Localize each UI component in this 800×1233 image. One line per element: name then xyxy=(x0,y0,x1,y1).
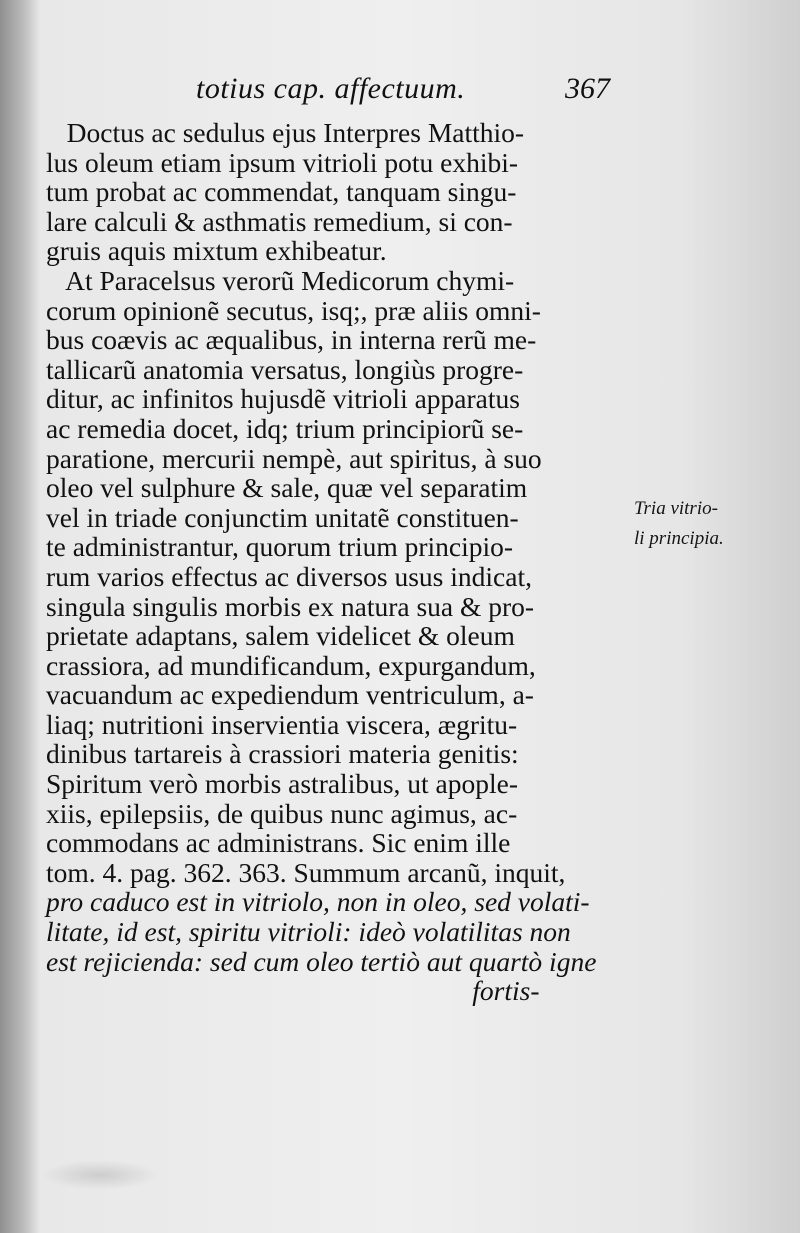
text-line: gruis aquis mixtum exhibeatur. xyxy=(46,235,387,267)
marginal-note xyxy=(634,494,794,554)
text-line: bus coævis ac æqualibus, in interna rerũ me- xyxy=(46,324,537,356)
text-line: liaq; nutritioni inservientia viscera, ægritu- xyxy=(46,708,518,740)
marginal-note-line: li principia. xyxy=(634,528,724,549)
text-line: lare calculi & asthmatis remedium, si con- xyxy=(46,205,513,237)
text-line: tom. 4. pag. 362. 363. Summum arcanũ, inquit, xyxy=(46,856,566,888)
text-line: Doctus ac sedulus ejus Interpres Matthio- xyxy=(46,117,525,148)
text-line: prietate adaptans, salem videlicet & oleum xyxy=(46,620,515,652)
text-line: litate, id est, spiritu vitrioli: ideò volatilitas non xyxy=(46,916,571,948)
text-line: singula singulis morbis ex natura sua & pro- xyxy=(46,590,535,622)
text-line: rum varios effectus ac diversos usus indicat, xyxy=(46,560,532,592)
running-head: totius cap. affectuum. xyxy=(196,72,466,105)
text-line: commodans ac administrans. Sic enim ille xyxy=(46,827,511,859)
text-line: crassiora, ad mundificandum, expurgandum, xyxy=(46,649,536,681)
text-line: ditur, ac infinitos hujusdẽ vitrioli apparatus xyxy=(46,383,520,415)
text-line: oleo vel sulphure & sale, quæ vel separatim xyxy=(46,472,528,504)
text-line: ac remedia docet, idq; trium principiorũ se- xyxy=(46,412,524,444)
text-line: dinibus tartareis à crassiori materia genitis: xyxy=(46,738,519,770)
text-line: paratione, mercurii nempè, aut spiritus, à suo xyxy=(46,442,542,474)
text-line: fortis- xyxy=(46,975,540,1007)
text-line: corum opinionẽ secutus, isq;, præ aliis omni- xyxy=(46,294,541,326)
text-line: At Paracelsus verorũ Medicorum chymi- xyxy=(46,264,515,296)
page-number: 367 xyxy=(565,72,610,105)
text-line: est rejicienda: sed cum oleo tertiò aut quartò igne xyxy=(46,945,597,977)
page-gutter-shadow xyxy=(0,0,40,1233)
text-line: Spiritum verò morbis astralibus, ut apople- xyxy=(46,768,519,800)
text-line: pro caduco est in vitriolo, non in oleo, sed volati- xyxy=(46,886,590,918)
text-line: vacuandum ac expediendum ventriculum, a- xyxy=(46,679,534,711)
text-line: te administrantur, quorum trium principio- xyxy=(46,531,514,563)
text-line: tum probat ac commendat, tanquam singu- xyxy=(46,176,517,208)
marginal-note-line: Tria vitrio- xyxy=(634,498,718,519)
body-text xyxy=(46,118,626,1006)
text-line: vel in triade conjunctim unitatẽ constituen- xyxy=(46,501,519,533)
text-line: xiis, epilepsiis, de quibus nunc agimus, ac- xyxy=(46,797,518,829)
text-line: lus oleum etiam ipsum vitrioli potu exhibi- xyxy=(46,146,519,178)
page-header xyxy=(0,70,800,110)
text-line: tallicarũ anatomia versatus, longiùs progre- xyxy=(46,353,524,385)
ink-smudge xyxy=(40,1160,160,1190)
